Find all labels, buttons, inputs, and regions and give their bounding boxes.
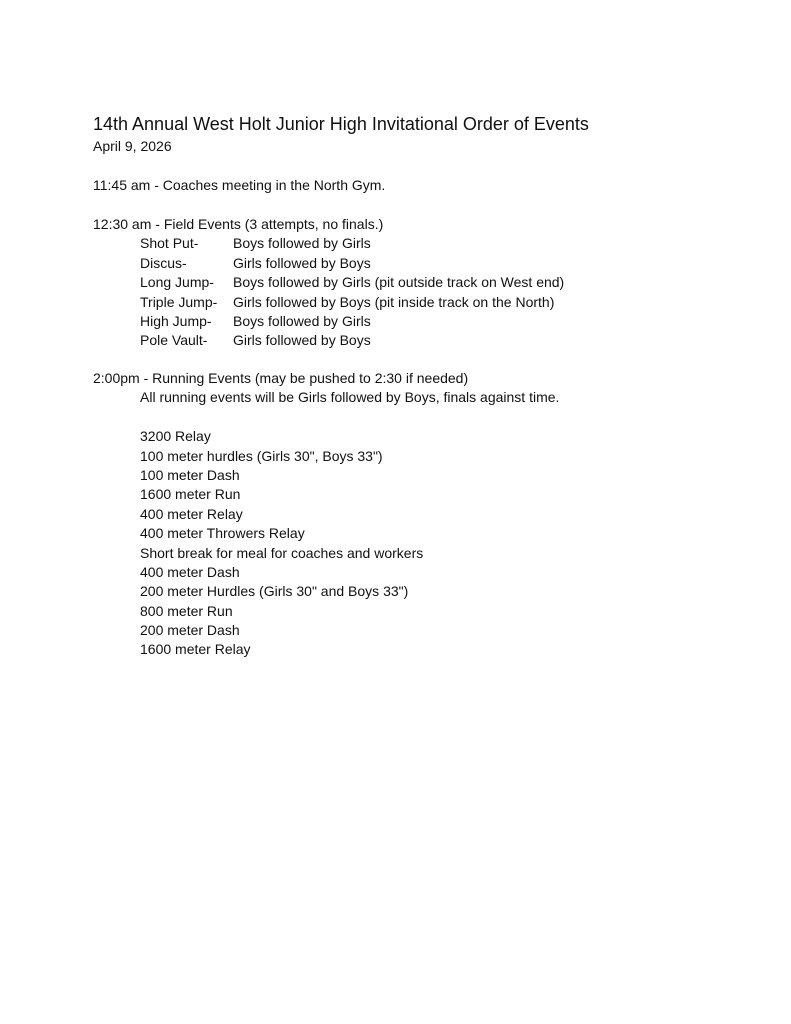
- running-events-heading: 2:00pm - Running Events (may be pushed to 2:30 if needed): [93, 370, 469, 386]
- field-event-order: Girls followed by Boys: [233, 332, 371, 349]
- running-event-item: 200 meter Dash: [140, 622, 240, 639]
- field-event-order: Girls followed by Boys (pit inside track on the North): [233, 293, 555, 310]
- running-event-item: 1600 meter Relay: [140, 641, 251, 658]
- field-event-row: [93, 331, 564, 350]
- field-event-name: Long Jump-: [140, 274, 214, 291]
- event-date: April 9, 2026: [93, 138, 172, 154]
- running-event-item: 1600 meter Run: [140, 486, 241, 503]
- running-event-item: 3200 Relay: [140, 428, 211, 445]
- running-event-item: 200 meter Hurdles (Girls 30" and Boys 33"): [140, 583, 409, 600]
- field-event-name: Discus-: [140, 254, 187, 271]
- field-events-heading: 12:30 am - Field Events (3 attempts, no finals.): [93, 216, 384, 232]
- running-events-section: [93, 369, 559, 660]
- document-title: 14th Annual West Holt Junior High Invitational Order of Events: [93, 114, 589, 134]
- field-event-row: [93, 234, 564, 253]
- running-event-item: 100 meter Dash: [140, 466, 240, 483]
- running-event-item: 800 meter Run: [140, 602, 233, 619]
- running-event-item: 400 meter Dash: [140, 563, 240, 580]
- field-event-order: Girls followed by Boys: [233, 254, 371, 271]
- field-event-order: Boys followed by Girls: [233, 312, 371, 329]
- field-event-order: Boys followed by Girls: [233, 235, 371, 252]
- running-event-item: 400 meter Throwers Relay: [140, 525, 305, 542]
- running-event-item: Short break for meal for coaches and workers: [140, 544, 424, 561]
- field-event-order: Boys followed by Girls (pit outside track on West end): [233, 274, 565, 291]
- coaches-meeting: 11:45 am - Coaches meeting in the North Gym.: [93, 177, 386, 193]
- field-event-row: [93, 254, 564, 273]
- field-events-section: [93, 215, 564, 351]
- field-event-name: Shot Put-: [140, 235, 199, 252]
- running-events-note: All running events will be Girls followed by Boys, finals against time.: [140, 389, 560, 406]
- running-event-item: 100 meter hurdles (Girls 30", Boys 33"): [140, 447, 383, 464]
- field-event-row: [93, 293, 564, 312]
- field-event-row: [93, 273, 564, 292]
- running-event-item: 400 meter Relay: [140, 505, 243, 522]
- field-event-name: High Jump-: [140, 312, 212, 329]
- field-event-name: Triple Jump-: [140, 293, 218, 310]
- field-event-name: Pole Vault-: [140, 332, 208, 349]
- field-event-row: [93, 312, 564, 331]
